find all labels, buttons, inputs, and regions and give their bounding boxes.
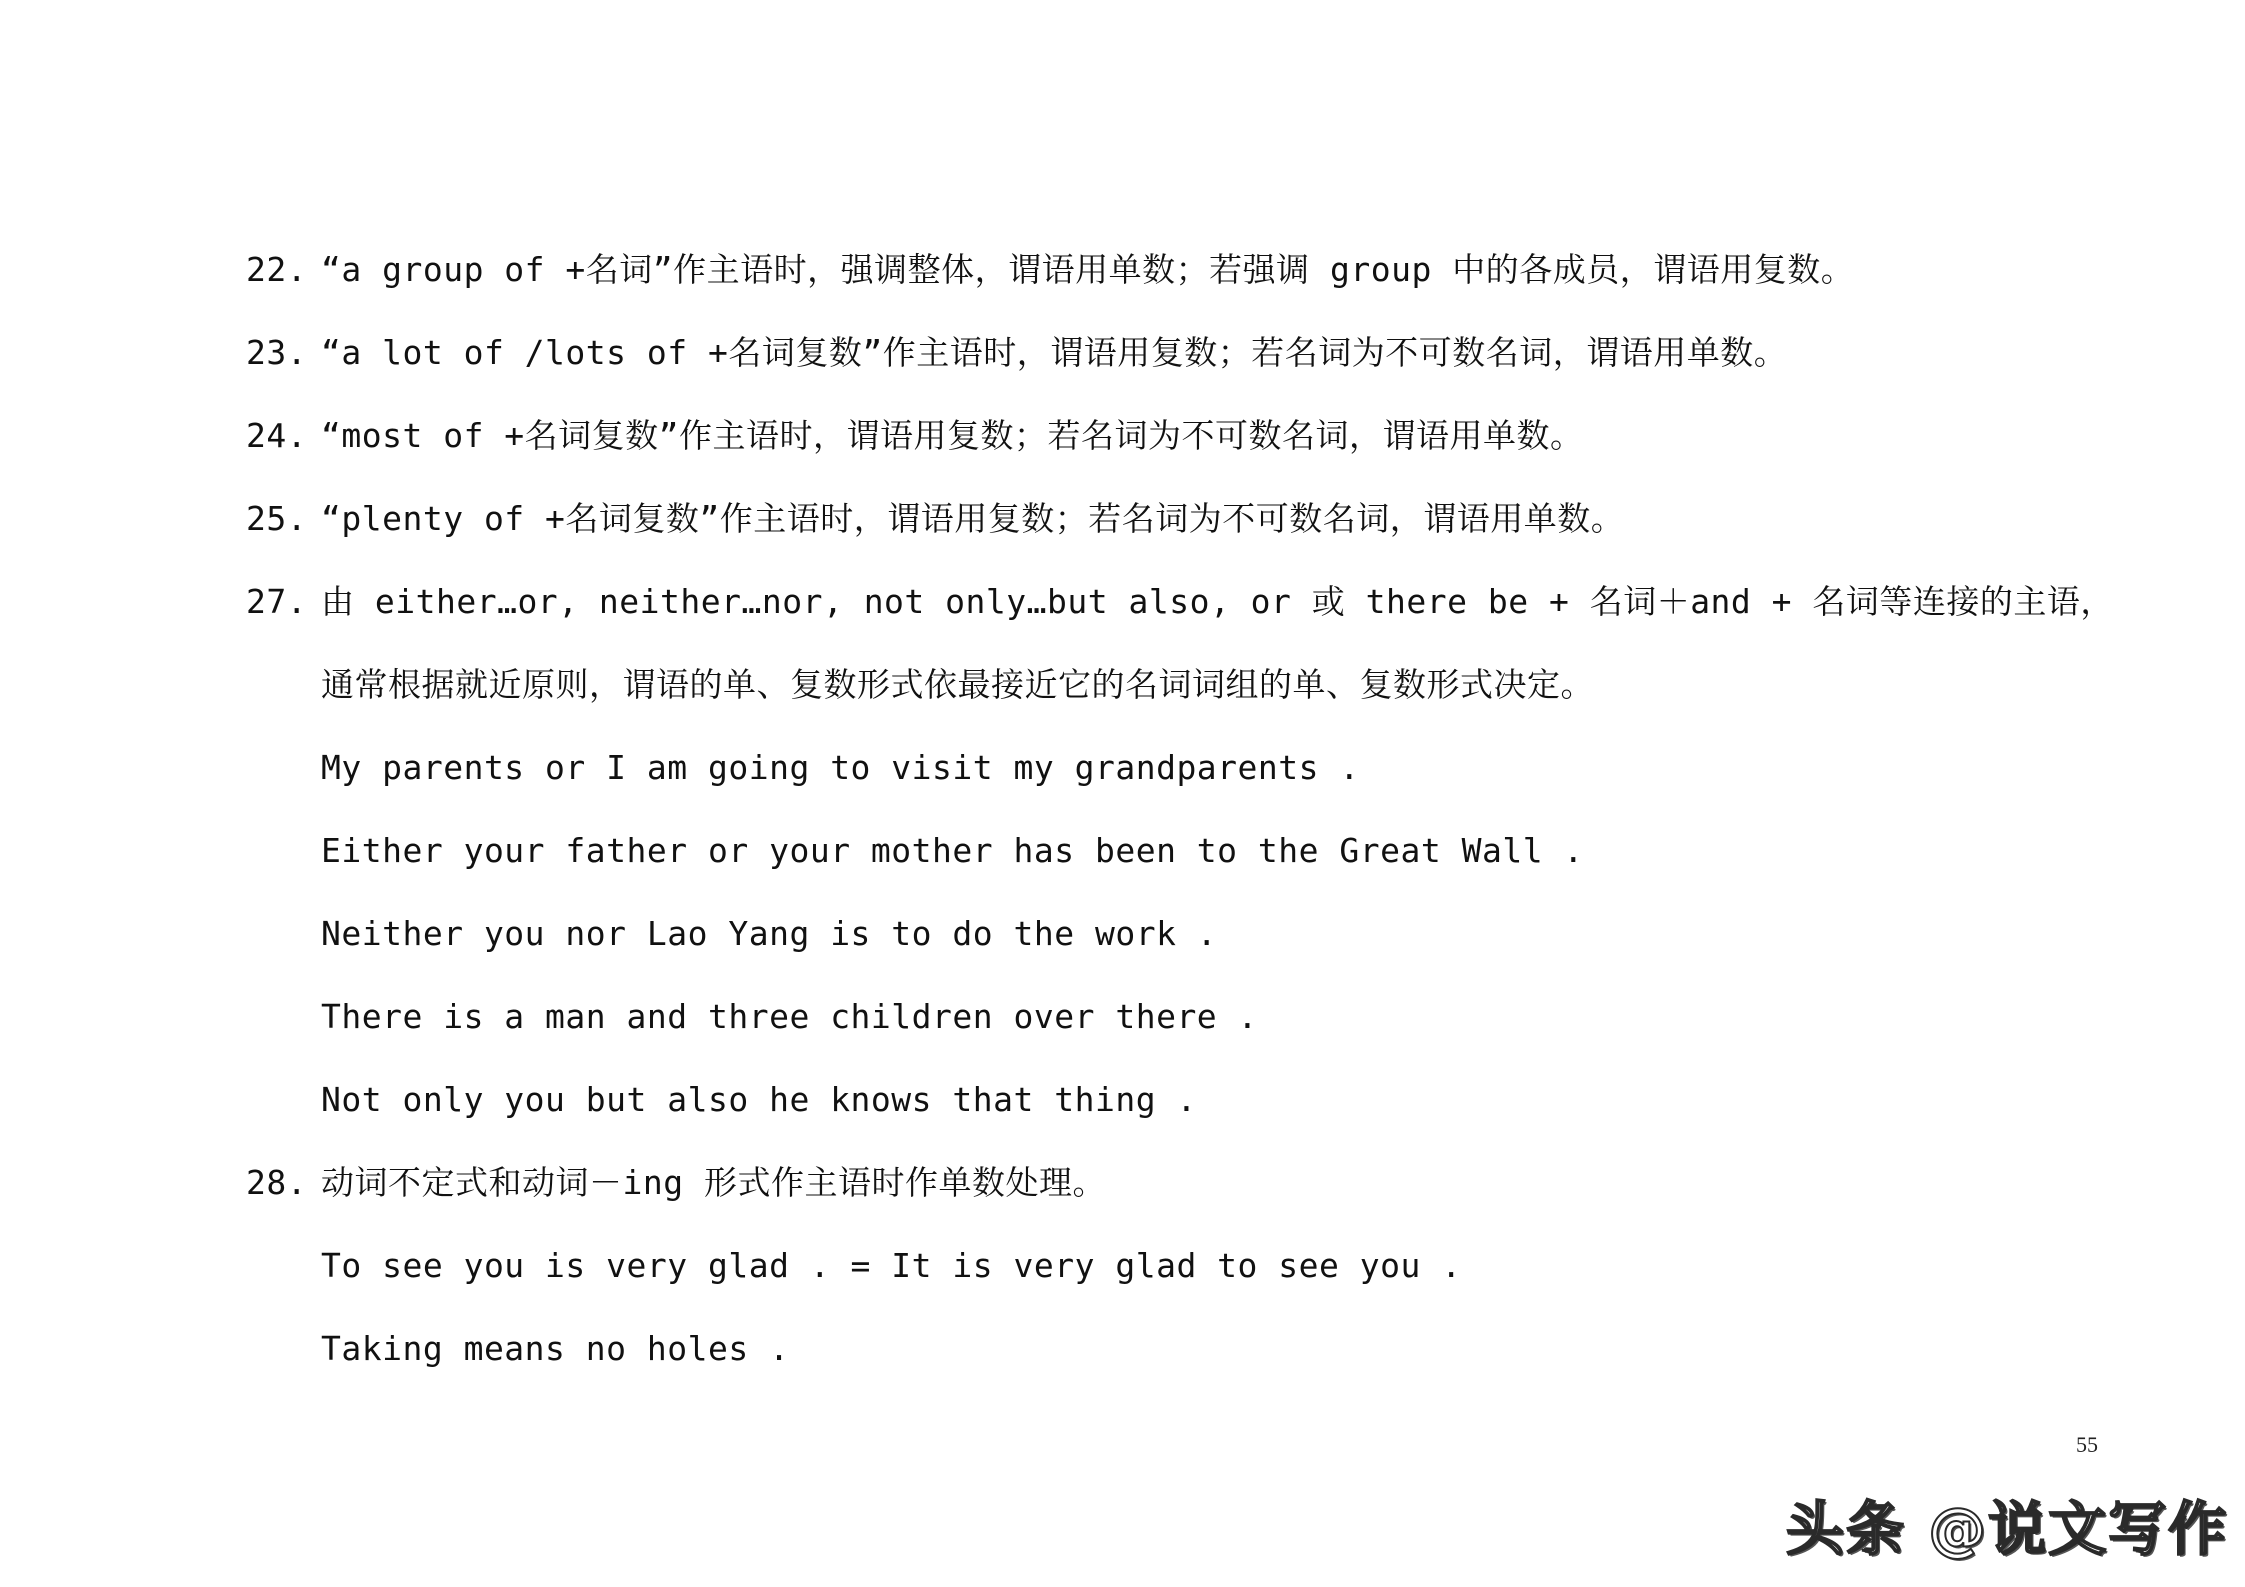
example-sentence: Neither you nor Lao Yang is to do the work . [321, 914, 1218, 953]
page-number: 55 [2076, 1432, 2098, 1457]
rule-25 [246, 497, 1624, 541]
rule-27-continuation: 通常根据就近原则，谓语的单、复数形式依最接近它的名词词组的单、复数形式决定。 [321, 665, 1594, 704]
rule-number: 25. [246, 499, 308, 538]
rule-24 [246, 414, 1584, 458]
rule-text: “most of +名词复数”作主语时，谓语用复数；若名词为不可数名词，谓语用单数。 [321, 416, 1584, 455]
example-sentence: Either your father or your mother has been to the Great Wall . [321, 831, 1584, 870]
example-sentence: To see you is very glad . = It is very glad to see you . [321, 1246, 1462, 1285]
example-sentence: Taking means no holes . [321, 1329, 790, 1368]
rule-text: “a lot of /lots of +名词复数”作主语时，谓语用复数；若名词为不可数名词，谓语用单数。 [321, 333, 1788, 372]
rule-27 [246, 580, 2114, 624]
example-sentence: Not only you but also he knows that thing . [321, 1080, 1197, 1119]
rule-22 [246, 248, 1854, 292]
example-sentence: There is a man and three children over there . [321, 997, 1258, 1036]
rule-text: “plenty of +名词复数”作主语时，谓语用复数；若名词为不可数名词，谓语用单数。 [321, 499, 1625, 538]
rule-number: 28. [246, 1163, 308, 1202]
rule-number: 23. [246, 333, 308, 372]
rule-number: 27. [246, 582, 308, 621]
rule-28 [246, 1161, 1106, 1205]
rule-23 [246, 331, 1787, 375]
watermark-logo: 头条 @说文写作 [1786, 1495, 2229, 1563]
rule-number: 24. [246, 416, 308, 455]
example-sentence: My parents or I am going to visit my grandparents . [321, 748, 1360, 787]
rule-text: 动词不定式和动词－ing 形式作主语时作单数处理。 [321, 1163, 1106, 1202]
rule-number: 22. [246, 250, 308, 289]
rule-text: “a group of +名词”作主语时，强调整体，谓语用单数；若强调 group 中的各成员，谓语用复数。 [321, 250, 1855, 289]
rule-text: 由 either…or, neither…nor, not only…but also, or 或 there be + 名词＋and + 名词等连接的主语， [321, 582, 2114, 621]
